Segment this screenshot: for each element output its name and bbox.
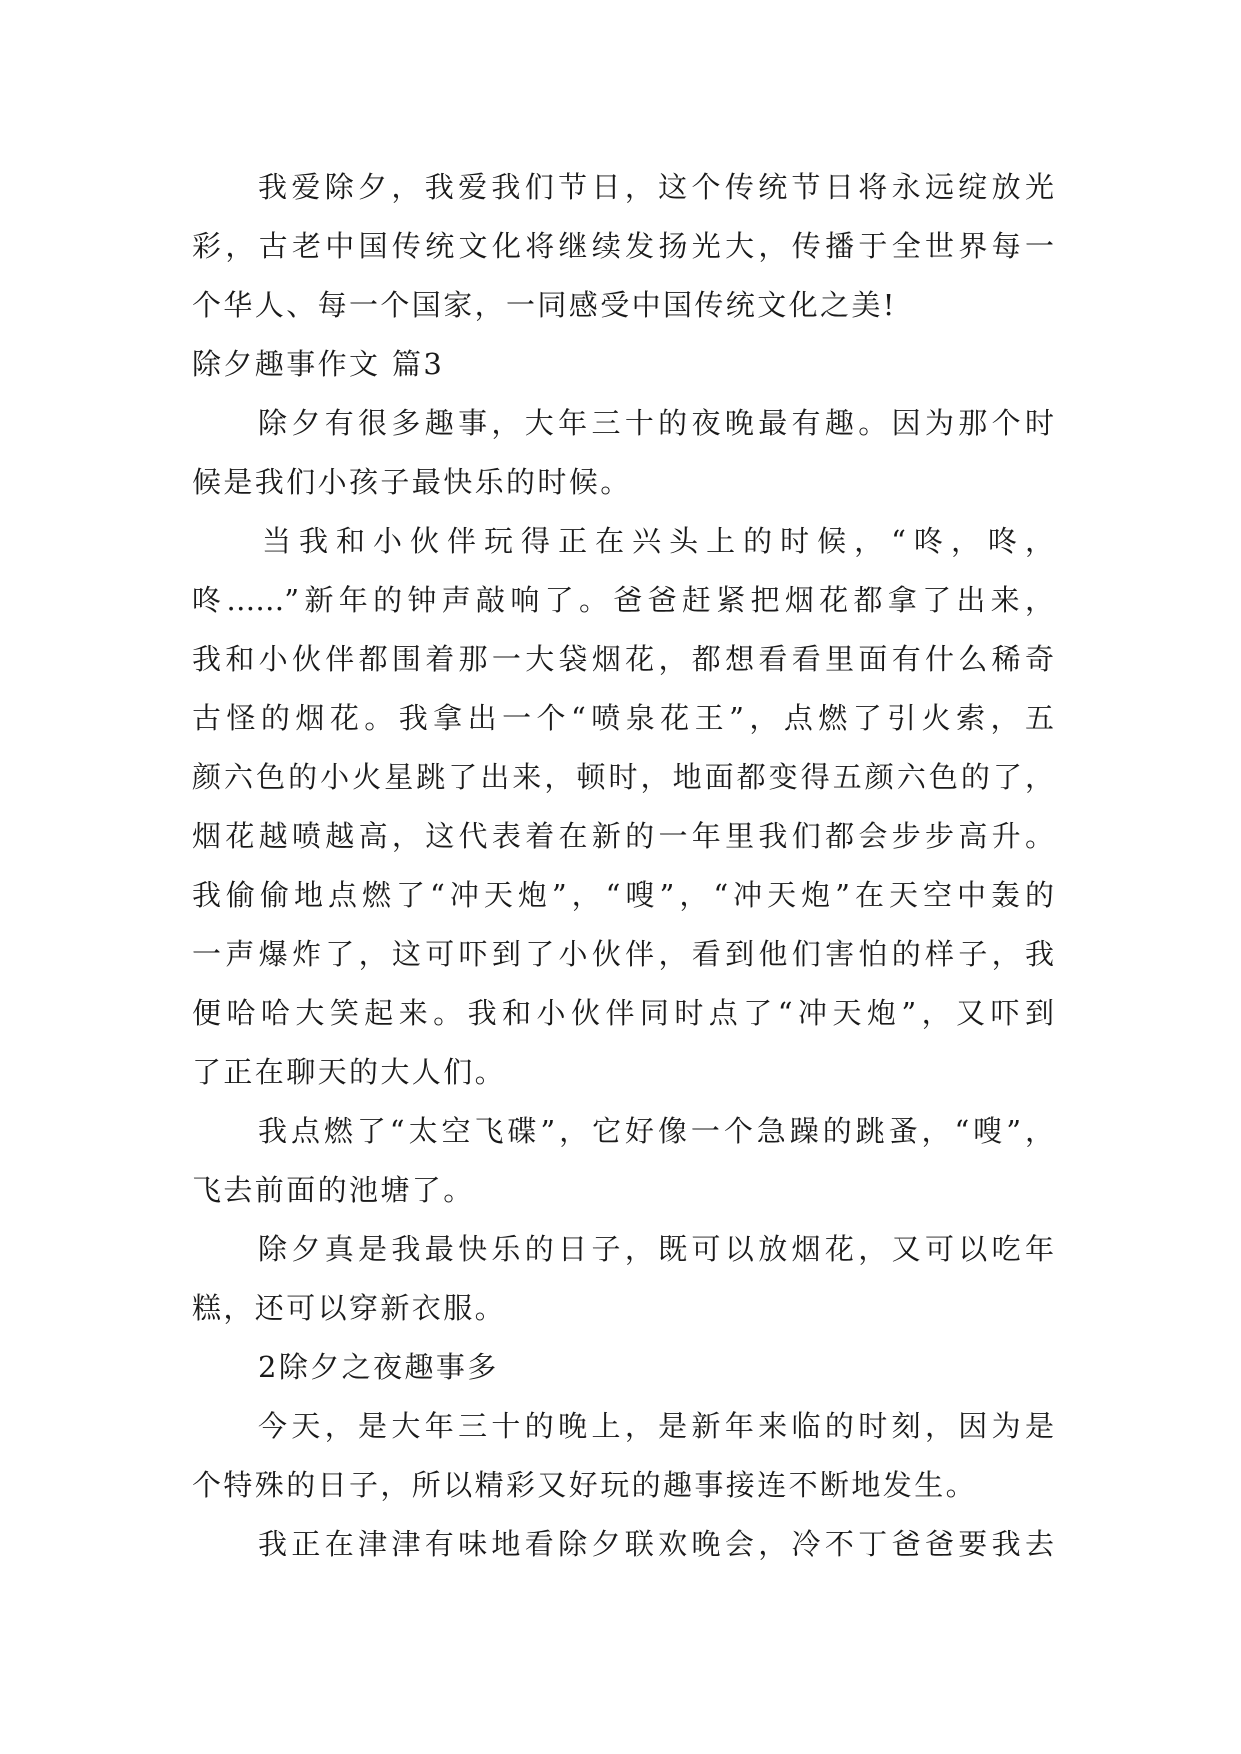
section-heading: 除夕趣事作文 篇3: [192, 347, 445, 381]
subheading-line: 2除夕之夜趣事多: [258, 1350, 499, 1384]
paragraph-line: 颜六色的小火星跳了出来，顿时，地面都变得五颜六色的了，: [192, 760, 1054, 794]
paragraph-line: 我正在津津有味地看除夕联欢晚会，冷不丁爸爸要我去: [258, 1527, 1054, 1561]
paragraph-line: 除夕真是我最快乐的日子，既可以放烟花，又可以吃年: [258, 1232, 1054, 1266]
paragraph-line: 我爱除夕，我爱我们节日，这个传统节日将永远绽放光: [258, 170, 1054, 204]
paragraph-line: 便哈哈大笑起来。我和小伙伴同时点了“冲天炮”，又吓到: [192, 996, 1054, 1030]
paragraph-line: 飞去前面的池塘了。: [192, 1173, 475, 1207]
paragraph-line: 除夕有很多趣事，大年三十的夜晚最有趣。因为那个时: [258, 406, 1054, 440]
paragraph-line: 候是我们小孩子最快乐的时候。: [192, 465, 632, 499]
document-page: [192, 158, 1054, 1574]
paragraph-line: 烟花越喷越高，这代表着在新的一年里我们都会步步高升。: [192, 819, 1054, 853]
paragraph-line: 我偷偷地点燃了“冲天炮”，“嗖”，“冲天炮”在天空中轰的: [192, 878, 1054, 912]
paragraph-line: 咚……”新年的钟声敲响了。爸爸赶紧把烟花都拿了出来，: [192, 583, 1054, 617]
paragraph-line: 我点燃了“太空飞碟”，它好像一个急躁的跳蚤，“嗖”，: [258, 1114, 1054, 1148]
paragraph-line: 我和小伙伴都围着那一大袋烟花，都想看看里面有什么稀奇: [192, 642, 1054, 676]
paragraph-line: 糕，还可以穿新衣服。: [192, 1291, 507, 1325]
paragraph-line: 了正在聊天的大人们。: [192, 1055, 507, 1089]
paragraph-line: 今天，是大年三十的晚上，是新年来临的时刻，因为是: [258, 1409, 1054, 1443]
paragraph-line: 个华人、每一个国家，一同感受中国传统文化之美!: [192, 288, 897, 322]
paragraph-line: 古怪的烟花。我拿出一个“喷泉花王”，点燃了引火索，五: [192, 701, 1054, 735]
paragraph-line: 当我和小伙伴玩得正在兴头上的时候，“咚，咚，: [262, 524, 1054, 558]
paragraph-line: 一声爆炸了，这可吓到了小伙伴，看到他们害怕的样子，我: [192, 937, 1054, 971]
paragraph-line: 彩，古老中国传统文化将继续发扬光大，传播于全世界每一: [192, 229, 1054, 263]
paragraph-line: 个特殊的日子，所以精彩又好玩的趣事接连不断地发生。: [192, 1468, 978, 1502]
